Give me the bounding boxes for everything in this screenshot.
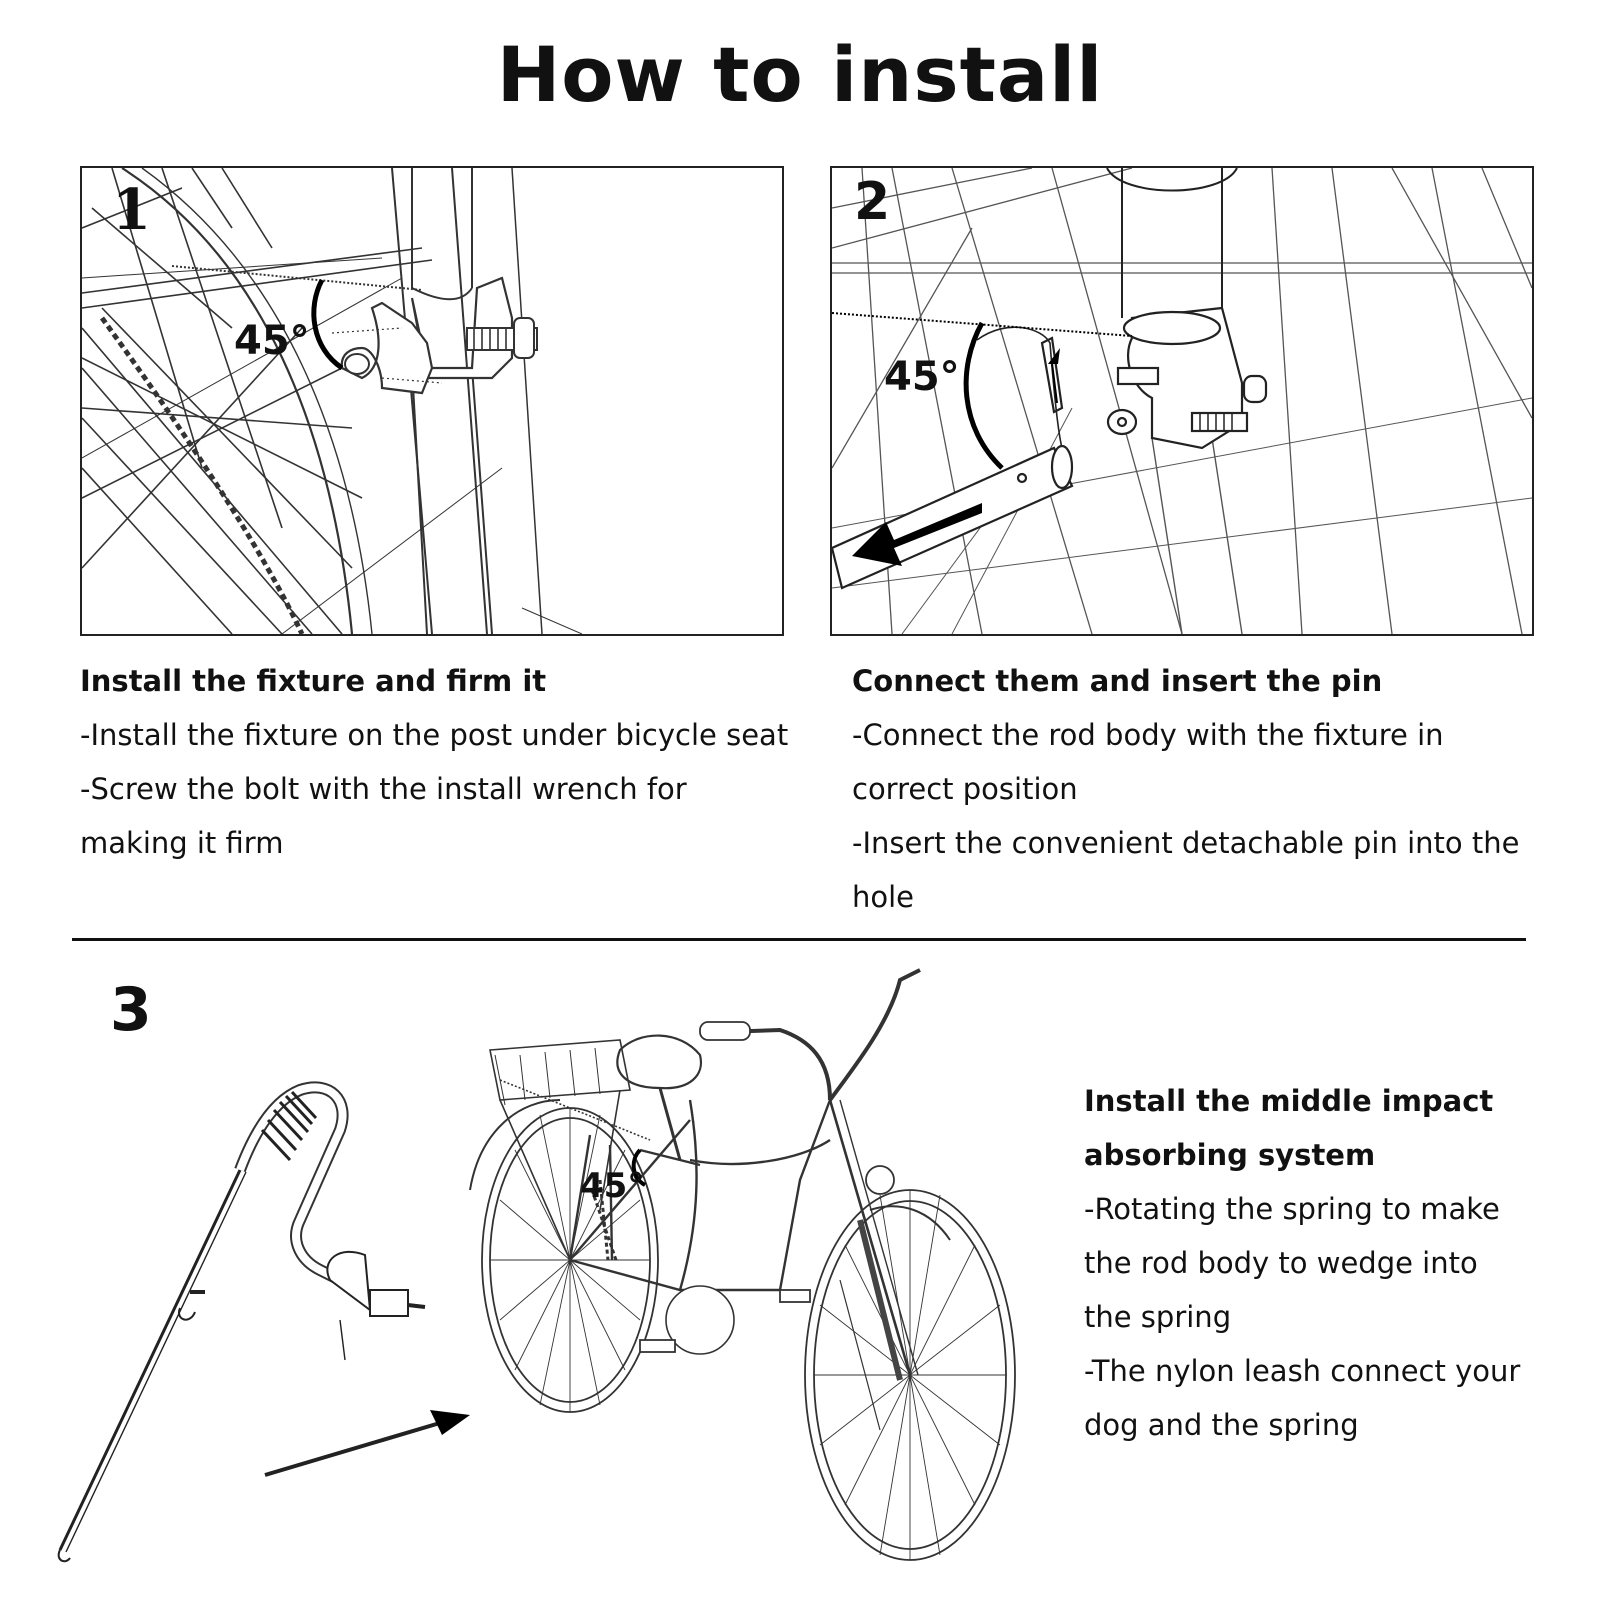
- step-1-heading: Install the fixture and firm it: [80, 664, 547, 698]
- page-title: How to install: [496, 30, 1104, 119]
- step-1-line: making it firm: [80, 826, 284, 860]
- step-2-number: 2: [854, 172, 891, 232]
- step-1-line: -Install the fixture on the post under bicycle seat: [80, 718, 789, 752]
- step-2-description: [852, 654, 1572, 924]
- step-1-drawing: [82, 168, 782, 634]
- step-1-illustration: [80, 166, 784, 636]
- step-3-heading: absorbing system: [1084, 1138, 1376, 1172]
- step-1-description: [80, 654, 820, 870]
- section-divider: [72, 938, 1526, 941]
- step-3-angle-label: 45°: [580, 1166, 645, 1206]
- step-2-line: -Insert the convenient detachable pin into the: [852, 826, 1520, 860]
- step-2-angle-label: 45°: [884, 354, 960, 400]
- step-2-drawing: [832, 168, 1532, 634]
- step-3-line: the spring: [1084, 1300, 1232, 1334]
- step-3-drawing: [0, 960, 1080, 1600]
- step-2-line: correct position: [852, 772, 1078, 806]
- step-2-illustration: [830, 166, 1534, 636]
- step-1-angle-label: 45°: [234, 318, 310, 364]
- step-3-line: -The nylon leash connect your: [1084, 1354, 1521, 1388]
- step-2-line: hole: [852, 880, 915, 914]
- step-1-number: 1: [112, 177, 151, 243]
- step-1-line: -Screw the bolt with the install wrench for: [80, 772, 687, 806]
- step-2-line: -Connect the rod body with the fixture in: [852, 718, 1444, 752]
- step-3-line: -Rotating the spring to make: [1084, 1192, 1500, 1226]
- step-2-heading: Connect them and insert the pin: [852, 664, 1383, 698]
- step-3-heading: Install the middle impact: [1084, 1084, 1494, 1118]
- step-3-number: 3: [110, 975, 152, 1045]
- step-3-description: [1084, 1074, 1564, 1452]
- step-3-line: dog and the spring: [1084, 1408, 1359, 1442]
- step-3-line: the rod body to wedge into: [1084, 1246, 1478, 1280]
